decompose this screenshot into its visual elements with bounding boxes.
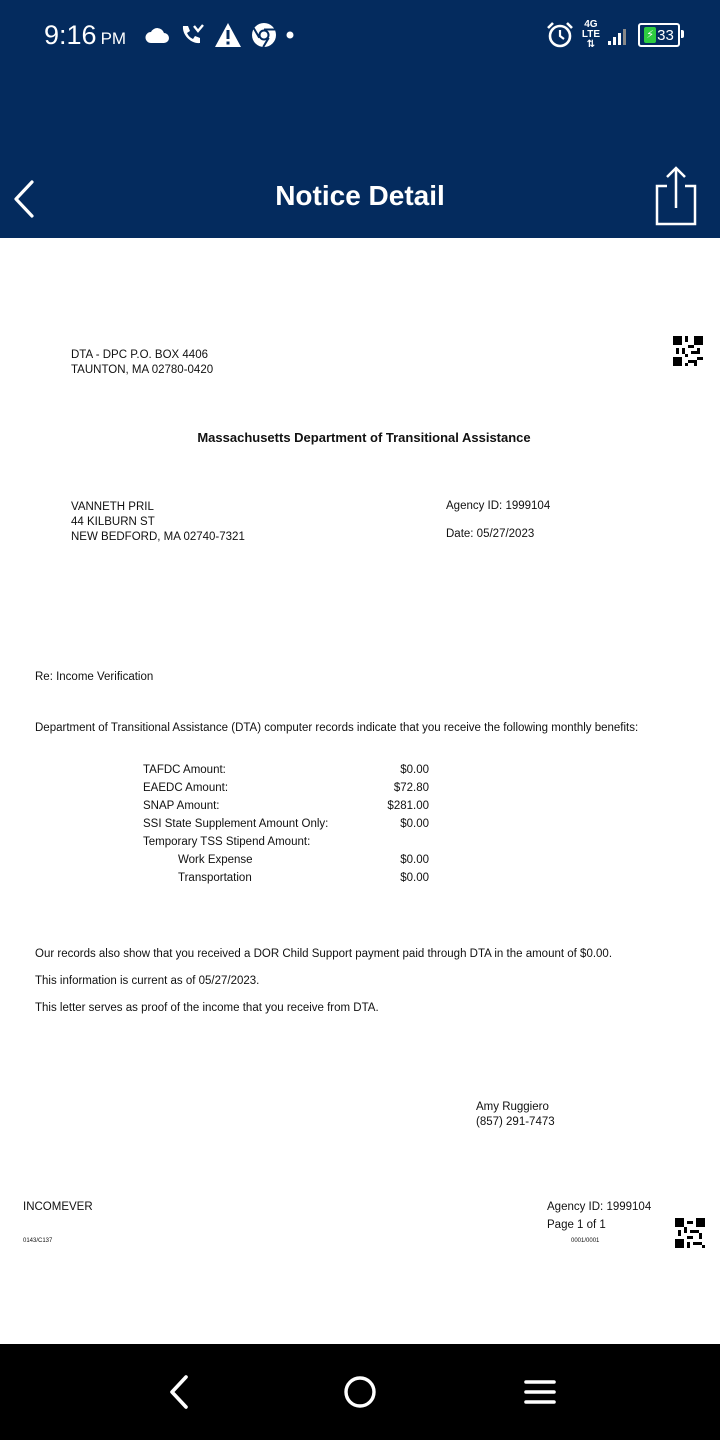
department-title: Massachusetts Department of Transitional Assistance xyxy=(197,430,531,445)
current-as-of-paragraph: This information is current as of 05/27/2023. xyxy=(35,975,260,987)
network-lte: LTE xyxy=(581,29,600,40)
contact-name: Amy Ruggiero xyxy=(476,1101,549,1113)
chrome-icon xyxy=(251,22,277,48)
benefit-label: EAEDC Amount: xyxy=(143,782,229,794)
benefit-row xyxy=(143,764,433,782)
recipient-line: 44 KILBURN ST xyxy=(71,516,155,528)
benefit-label: Transportation xyxy=(178,872,252,884)
notice-document xyxy=(0,238,720,1344)
agency-id: Agency ID: 1999104 xyxy=(446,500,551,512)
child-support-paragraph: Our records also show that you received a DOR Child Support payment paid through DTA in the amount of $0.00. xyxy=(35,948,613,960)
battery-level: 33 xyxy=(657,26,674,44)
nav-recents-icon[interactable] xyxy=(520,1372,560,1412)
sender-line: TAUNTON, MA 02780-0420 xyxy=(71,364,214,376)
page-number: Page 1 of 1 xyxy=(547,1219,606,1231)
network-4g: 4G xyxy=(584,19,598,30)
charging-bolt-icon: ⚡ xyxy=(644,27,656,43)
system-navigation-bar xyxy=(0,1344,720,1440)
benefit-amount: $0.00 xyxy=(400,872,429,884)
subject-line: Re: Income Verification xyxy=(35,671,154,683)
benefit-row xyxy=(143,854,433,872)
sender-line: DTA - DPC P.O. BOX 4406 xyxy=(71,349,208,361)
network-arrows: ⇅ xyxy=(586,39,596,50)
benefit-label: SSI State Supplement Amount Only: xyxy=(143,818,329,830)
recipient-line: NEW BEDFORD, MA 02740-7321 xyxy=(71,531,245,543)
status-time-value: 9:16 xyxy=(44,20,97,50)
barcode-icon xyxy=(673,336,703,366)
benefit-label: SNAP Amount: xyxy=(143,800,220,812)
recipient-address xyxy=(71,500,245,545)
intro-paragraph: Department of Transitional Assistance (DTA) computer records indicate that you receive the following monthly benefits: xyxy=(35,722,639,734)
benefits-table xyxy=(143,764,433,890)
benefit-row xyxy=(143,836,433,854)
benefit-label: TAFDC Amount: xyxy=(143,764,226,776)
benefit-label: Work Expense xyxy=(178,854,253,866)
contact-block xyxy=(476,1100,555,1130)
signal-icon xyxy=(608,25,630,45)
status-time-ampm: PM xyxy=(100,29,127,48)
benefit-amount: $0.00 xyxy=(400,818,429,830)
status-time xyxy=(44,20,126,51)
network-type xyxy=(582,20,600,50)
sender-address xyxy=(71,348,213,378)
benefit-amount: $0.00 xyxy=(400,764,429,776)
page-code: 0001/0001 xyxy=(571,1238,600,1244)
missed-call-icon xyxy=(179,23,205,47)
status-left-icons xyxy=(144,22,294,48)
status-right-icons xyxy=(546,20,680,50)
notice-date: Date: 05/27/2023 xyxy=(446,528,535,540)
contact-phone: (857) 291-7473 xyxy=(476,1116,555,1128)
battery-icon xyxy=(638,23,680,47)
recipient-line: VANNETH PRIL xyxy=(71,501,154,513)
alarm-icon xyxy=(546,21,574,49)
benefit-amount: $281.00 xyxy=(387,800,429,812)
cloud-icon xyxy=(144,26,170,44)
benefit-row xyxy=(143,872,433,890)
share-icon[interactable] xyxy=(654,164,698,226)
form-code: INCOMEVER xyxy=(23,1201,93,1213)
footer-agency-id: Agency ID: 1999104 xyxy=(547,1201,652,1213)
footer-barcode-icon xyxy=(675,1218,705,1248)
page-title: Notice Detail xyxy=(275,180,445,211)
benefit-row xyxy=(143,818,433,836)
nav-home-icon[interactable] xyxy=(340,1372,380,1412)
benefit-label: Temporary TSS Stipend Amount: xyxy=(143,836,311,848)
warning-icon xyxy=(214,22,242,48)
benefit-row xyxy=(143,782,433,800)
notification-dot-icon xyxy=(286,31,294,39)
small-code: 0143/C137 xyxy=(23,1238,53,1244)
benefit-amount: $72.80 xyxy=(393,782,429,794)
proof-paragraph: This letter serves as proof of the income that you receive from DTA. xyxy=(35,1002,379,1014)
app-header xyxy=(0,0,720,238)
benefit-amount: $0.00 xyxy=(400,854,429,866)
nav-back-icon[interactable] xyxy=(160,1372,200,1412)
benefit-row xyxy=(143,800,433,818)
